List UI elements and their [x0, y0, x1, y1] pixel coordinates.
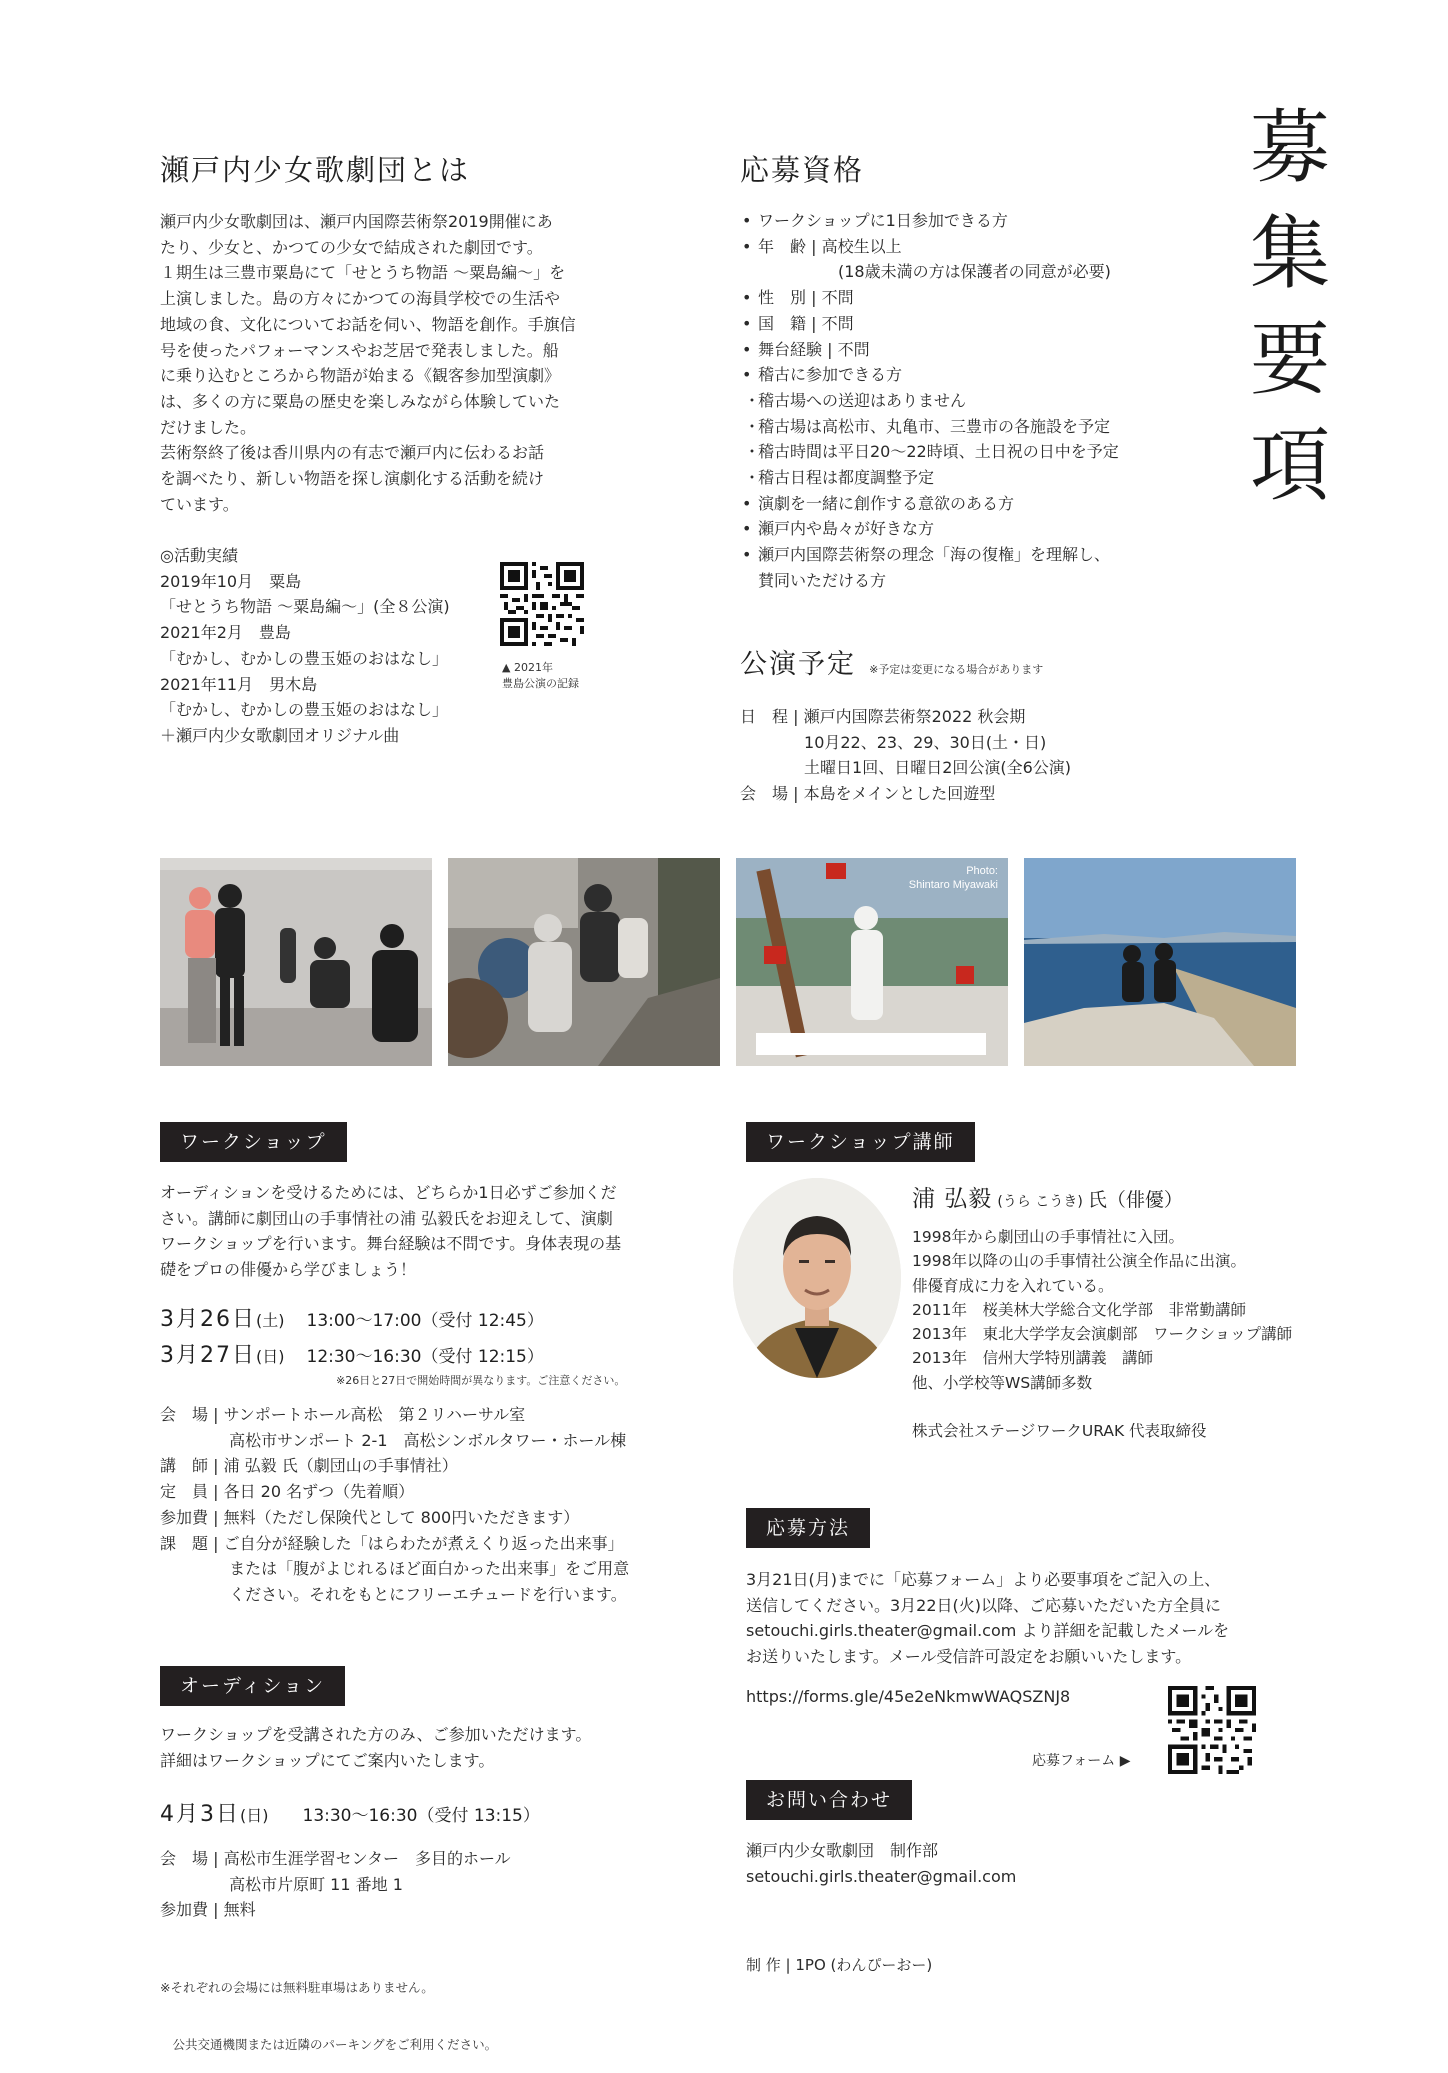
- date-text: 4月3日: [160, 1802, 240, 1827]
- detail-row: [160, 1479, 680, 1505]
- qualification-item: • ワークショップに1日参加できる方: [742, 208, 1222, 234]
- qualification-item: • 年 齢 | 高校生以上: [742, 234, 1222, 260]
- vertical-title-char: 集: [1250, 207, 1330, 300]
- row-value: 高松市片原町 11 番地 1: [229, 1874, 403, 1894]
- photo-performance-boat: [736, 858, 1008, 1066]
- qualification-item: • 演劇を一緒に創作する意欲のある方: [742, 491, 1222, 517]
- instructor-label: ワークショップ講師: [746, 1122, 975, 1162]
- date-time: 13:00〜17:00（受付 12:45）: [306, 1311, 544, 1331]
- about-line: だけました。: [160, 417, 257, 437]
- record-line: ＋瀬戸内少女歌劇団オリジナル曲: [160, 725, 400, 745]
- audition-date: [160, 1797, 540, 1828]
- qualification-item: 賛同いただける方: [758, 570, 887, 590]
- audition-details: [160, 1846, 680, 1923]
- activity-records: [160, 543, 500, 749]
- vertical-title: [1235, 95, 1345, 519]
- bio-line: 1998年から劇団山の手事情社に入団。: [912, 1228, 1184, 1246]
- workshop-intro: [160, 1180, 670, 1283]
- workshop-details: [160, 1402, 680, 1608]
- audition-intro-line: ワークショップを受講された方のみ、ご参加いただけます。: [160, 1725, 592, 1744]
- bio-line: 俳優育成に力を入れている。: [912, 1276, 1114, 1295]
- audition-notes: [160, 1940, 497, 2073]
- date-time: 13:30〜16:30（受付 13:15）: [302, 1806, 540, 1826]
- about-line: ています。: [160, 494, 239, 514]
- about-line: たり、少女と、かつての少女で結成された劇団です。: [160, 237, 543, 257]
- row-value: 土曜日1回、日曜日2回公演(全6公演): [804, 758, 1072, 778]
- date-time: 12:30〜16:30（受付 12:15）: [306, 1347, 544, 1367]
- date-dow: (日): [256, 1347, 285, 1366]
- apply-text: [746, 1567, 1306, 1670]
- qualification-heading: 応募資格: [740, 153, 865, 187]
- record-line: 「せとうち物語 〜粟島編〜」(全８公演): [160, 597, 450, 617]
- row-value: ください。それをもとにフリーエチュードを行います。: [229, 1584, 627, 1604]
- workshop-label: ワークショップ: [160, 1122, 347, 1162]
- audition-label: オーディション: [160, 1666, 345, 1706]
- row-value: 高松市サンポート 2-1 高松シンボルタワー・ホール棟: [229, 1430, 627, 1450]
- record-line: 2019年10月 粟島: [160, 571, 302, 591]
- production-credit: 制 作 | 1PO (わんぴーおー): [746, 1956, 933, 1974]
- date-dow: (土): [256, 1311, 285, 1330]
- instructor-role: 氏（俳優）: [1087, 1189, 1183, 1211]
- qualification-item: ・ 稽古日程は都度調整予定: [742, 465, 1222, 491]
- about-line: 上演しました。島の方々にかつての海員学校での生活や: [160, 289, 561, 309]
- instructor-portrait: [733, 1178, 901, 1378]
- contact-email[interactable]: setouchi.girls.theater@gmail.com: [746, 1866, 1017, 1886]
- apply-line: お送りいたします。メール受信許可設定をお願いいたします。: [746, 1647, 1192, 1667]
- detail-row: [160, 1556, 680, 1582]
- contact-org: 瀬戸内少女歌劇団 制作部: [746, 1841, 939, 1860]
- instructor-name: 浦 弘毅: [912, 1186, 993, 1212]
- workshop-intro-line: オーディションを受けるためには、どちらか1日必ずご参加くだ: [160, 1183, 617, 1202]
- qualification-list: [742, 208, 1222, 594]
- vertical-title-char: 項: [1250, 419, 1330, 512]
- row-value: 10月22、23、29、30日(土・日): [804, 732, 1047, 752]
- row-key: [160, 1556, 229, 1582]
- qr-caption: [502, 660, 579, 692]
- avatar: [733, 1178, 901, 1378]
- record-line: 「むかし、むかしの豊玉姫のおはなし」: [160, 648, 449, 668]
- qr-caption-line: ▲ 2021年: [502, 661, 553, 674]
- detail-row: [160, 1582, 680, 1608]
- row-value: 瀬戸内国際芸術祭2022 秋会期: [803, 707, 1026, 726]
- schedule-heading-row: [740, 642, 1043, 681]
- date-dow: (日): [240, 1806, 269, 1825]
- bio-line: 2013年 信州大学特別講義 講師: [912, 1349, 1153, 1368]
- qualification-item: • 稽古に参加できる方: [742, 362, 1222, 388]
- instructor-company: 株式会社ステージワークURAK 代表取締役: [912, 1422, 1207, 1441]
- vertical-title-char: 要: [1250, 313, 1330, 406]
- detail-row: [160, 1402, 680, 1428]
- qualification-item: • 舞台経験 | 不問: [742, 337, 1222, 363]
- apply-line: 送信してください。3月22日(火)以降、ご応募いただいた方全員に: [746, 1595, 1222, 1615]
- bio-line: 2011年 桜美林大学総合文化学部 非常勤講師: [912, 1300, 1246, 1319]
- workshop-date-note: ※26日と27日で開始時間が異なります。ご注意ください。: [336, 1374, 626, 1387]
- detail-row: [160, 1897, 680, 1923]
- row-value: ご自分が経験した「はらわたが煮えくり返った出来事」: [223, 1533, 624, 1553]
- qualification-item: ・ 稽古場への送迎はありません: [742, 388, 1222, 414]
- about-line: を調べたり、新しい物語を探し演劇化する活動を続け: [160, 469, 545, 489]
- instructor-bio: [912, 1225, 1342, 1443]
- contact-details: [746, 1838, 1016, 1889]
- row-key: 会 場 |: [160, 1849, 224, 1868]
- instructor-reading: (うら こうき): [997, 1194, 1083, 1210]
- row-value: サンポートホール高松 第２リハーサル室: [223, 1405, 526, 1424]
- qualification-item: (18歳未満の方は保護者の同意が必要): [758, 262, 1111, 282]
- date-text: 3月26日: [160, 1307, 256, 1332]
- detail-row: [160, 1453, 680, 1479]
- apply-form-link[interactable]: 応募フォーム ▶: [1032, 1753, 1131, 1769]
- row-key: 日 程 |: [740, 707, 804, 726]
- qualification-item: ・ 稽古場は高松市、丸亀市、三豊市の各施設を予定: [742, 414, 1222, 440]
- photo-workshop-rehearsal: [160, 858, 432, 1066]
- schedule-note: ※予定は変更になる場合があります: [869, 663, 1044, 676]
- qualification-item: • 瀬戸内や島々が好きな方: [742, 516, 1222, 542]
- audition-note-line: 公共交通機関または近隣のパーキングをご利用ください。: [160, 2037, 498, 2052]
- row-value: 本島をメインとした回遊型: [803, 784, 996, 804]
- qualification-item: • 瀬戸内国際芸術祭の理念「海の復権」を理解し、: [742, 542, 1222, 568]
- row-key: [160, 1872, 229, 1898]
- about-heading: 瀬戸内少女歌劇団とは: [160, 153, 471, 187]
- record-heading: ◎活動実績: [160, 546, 238, 565]
- about-text: [160, 209, 600, 517]
- audition-intro-line: 詳細はワークショップにてご案内いたします。: [160, 1750, 495, 1770]
- about-line: 瀬戸内少女歌劇団は、瀬戸内国際芸術祭2019開催にあ: [160, 212, 553, 231]
- contact-label: お問い合わせ: [746, 1780, 912, 1820]
- row-key: [740, 755, 804, 781]
- row-value: 無料: [223, 1900, 256, 1920]
- row-value: または「腹がよじれるほど面白かった出来事」をご用意: [229, 1559, 630, 1579]
- schedule-row: [740, 781, 1200, 807]
- row-key: 参加費 |: [160, 1507, 224, 1527]
- photo-seaside: [1024, 858, 1296, 1066]
- row-key: [160, 1582, 229, 1608]
- detail-row: [160, 1872, 680, 1898]
- workshop-intro-line: 礎をプロの俳優から学びましょう！: [160, 1260, 417, 1280]
- workshop-intro-line: ワークショップを行います。舞台経験は不問です。身体表現の基: [160, 1234, 622, 1254]
- qualification-item: • 性 別 | 不問: [742, 285, 1222, 311]
- about-line: 号を使ったパフォーマンスやお芝居で発表しました。船: [160, 340, 559, 360]
- instructor-name-row: [912, 1180, 1183, 1213]
- photo-credit-line2: Shintaro Miyawaki: [908, 879, 998, 891]
- apply-label: 応募方法: [746, 1508, 870, 1548]
- row-value: 無料（ただし保険代として 800円いただきます）: [223, 1507, 580, 1527]
- date-text: 3月27日: [160, 1343, 256, 1368]
- schedule-row: [740, 704, 1200, 730]
- row-key: 講 師 |: [160, 1456, 224, 1476]
- row-key: [160, 1428, 229, 1454]
- schedule-row: [740, 755, 1200, 781]
- qr-code-record[interactable]: [500, 562, 584, 646]
- photo-island-walk: [448, 858, 720, 1066]
- row-key: 課 題 |: [160, 1533, 224, 1553]
- row-value: 浦 弘毅 氏（劇団山の手事情社）: [223, 1456, 458, 1476]
- about-line: は、多くの方に粟島の歴史を楽しみながら体験していた: [160, 391, 561, 411]
- apply-line: 3月21日(月)までに「応募フォーム」より必要事項をご記入の上、: [746, 1570, 1221, 1589]
- workshop-date-2: [160, 1338, 544, 1369]
- photo-credit-line1: Photo:: [966, 865, 998, 877]
- schedule-details: [740, 704, 1200, 807]
- workshop-intro-line: さい。講師に劇団山の手事情社の浦 弘毅氏をお迎えして、演劇: [160, 1208, 613, 1228]
- audition-note-line: ※それぞれの会場には無料駐車場はありません。: [160, 1980, 434, 1995]
- qualification-item: ・ 稽古時間は平日20〜22時頃、土日祝の日中を予定: [742, 439, 1222, 465]
- qr-code-apply-form[interactable]: [1168, 1686, 1256, 1774]
- audition-intro: [160, 1722, 670, 1773]
- record-line: 「むかし、むかしの豊玉姫のおはなし」: [160, 700, 449, 720]
- record-line: 2021年2月 豊島: [160, 623, 291, 643]
- about-line: 地域の食、文化についてお話を伺い、物語を創作。手旗信: [160, 314, 576, 334]
- detail-row: [160, 1428, 680, 1454]
- detail-row: [160, 1846, 680, 1872]
- about-line: に乗り込むところから物語が始まる《観客参加型演劇》: [160, 366, 561, 386]
- schedule-row: [740, 730, 1200, 756]
- row-key: 会 場 |: [160, 1405, 224, 1424]
- detail-row: [160, 1531, 680, 1557]
- vertical-title-char: 募: [1250, 101, 1330, 194]
- bio-line: 2013年 東北大学学友会演劇部 ワークショップ講師: [912, 1325, 1293, 1344]
- apply-url[interactable]: https://forms.gle/45e2eNkmwWAQSZNJ8: [746, 1687, 1071, 1706]
- bio-line: 他、小学校等WS講師多数: [912, 1373, 1093, 1392]
- row-key: 参加費 |: [160, 1900, 224, 1920]
- row-key: [740, 730, 804, 756]
- detail-row: [160, 1505, 680, 1531]
- qr-caption-line: 豊島公演の記録: [502, 677, 579, 690]
- row-value: 各日 20 名ずつ（先着順）: [223, 1482, 415, 1502]
- qualification-item: • 国 籍 | 不問: [742, 311, 1222, 337]
- bio-line: 1998年以降の山の手事情社公演全作品に出演。: [912, 1252, 1246, 1271]
- record-line: 2021年11月 男木島: [160, 674, 318, 694]
- about-line: １期生は三豊市粟島にて「せとうち物語 〜粟島編〜」を: [160, 263, 566, 283]
- schedule-heading: 公演予定: [740, 649, 856, 680]
- row-key: 定 員 |: [160, 1482, 224, 1502]
- apply-line: setouchi.girls.theater@gmail.com より詳細を記載したメールを: [746, 1621, 1230, 1641]
- workshop-date-1: [160, 1302, 544, 1333]
- row-key: 会 場 |: [740, 784, 804, 804]
- row-value: 高松市生涯学習センター 多目的ホール: [223, 1849, 511, 1868]
- about-line: 芸術祭終了後は香川県内の有志で瀬戸内に伝わるお話: [160, 443, 545, 463]
